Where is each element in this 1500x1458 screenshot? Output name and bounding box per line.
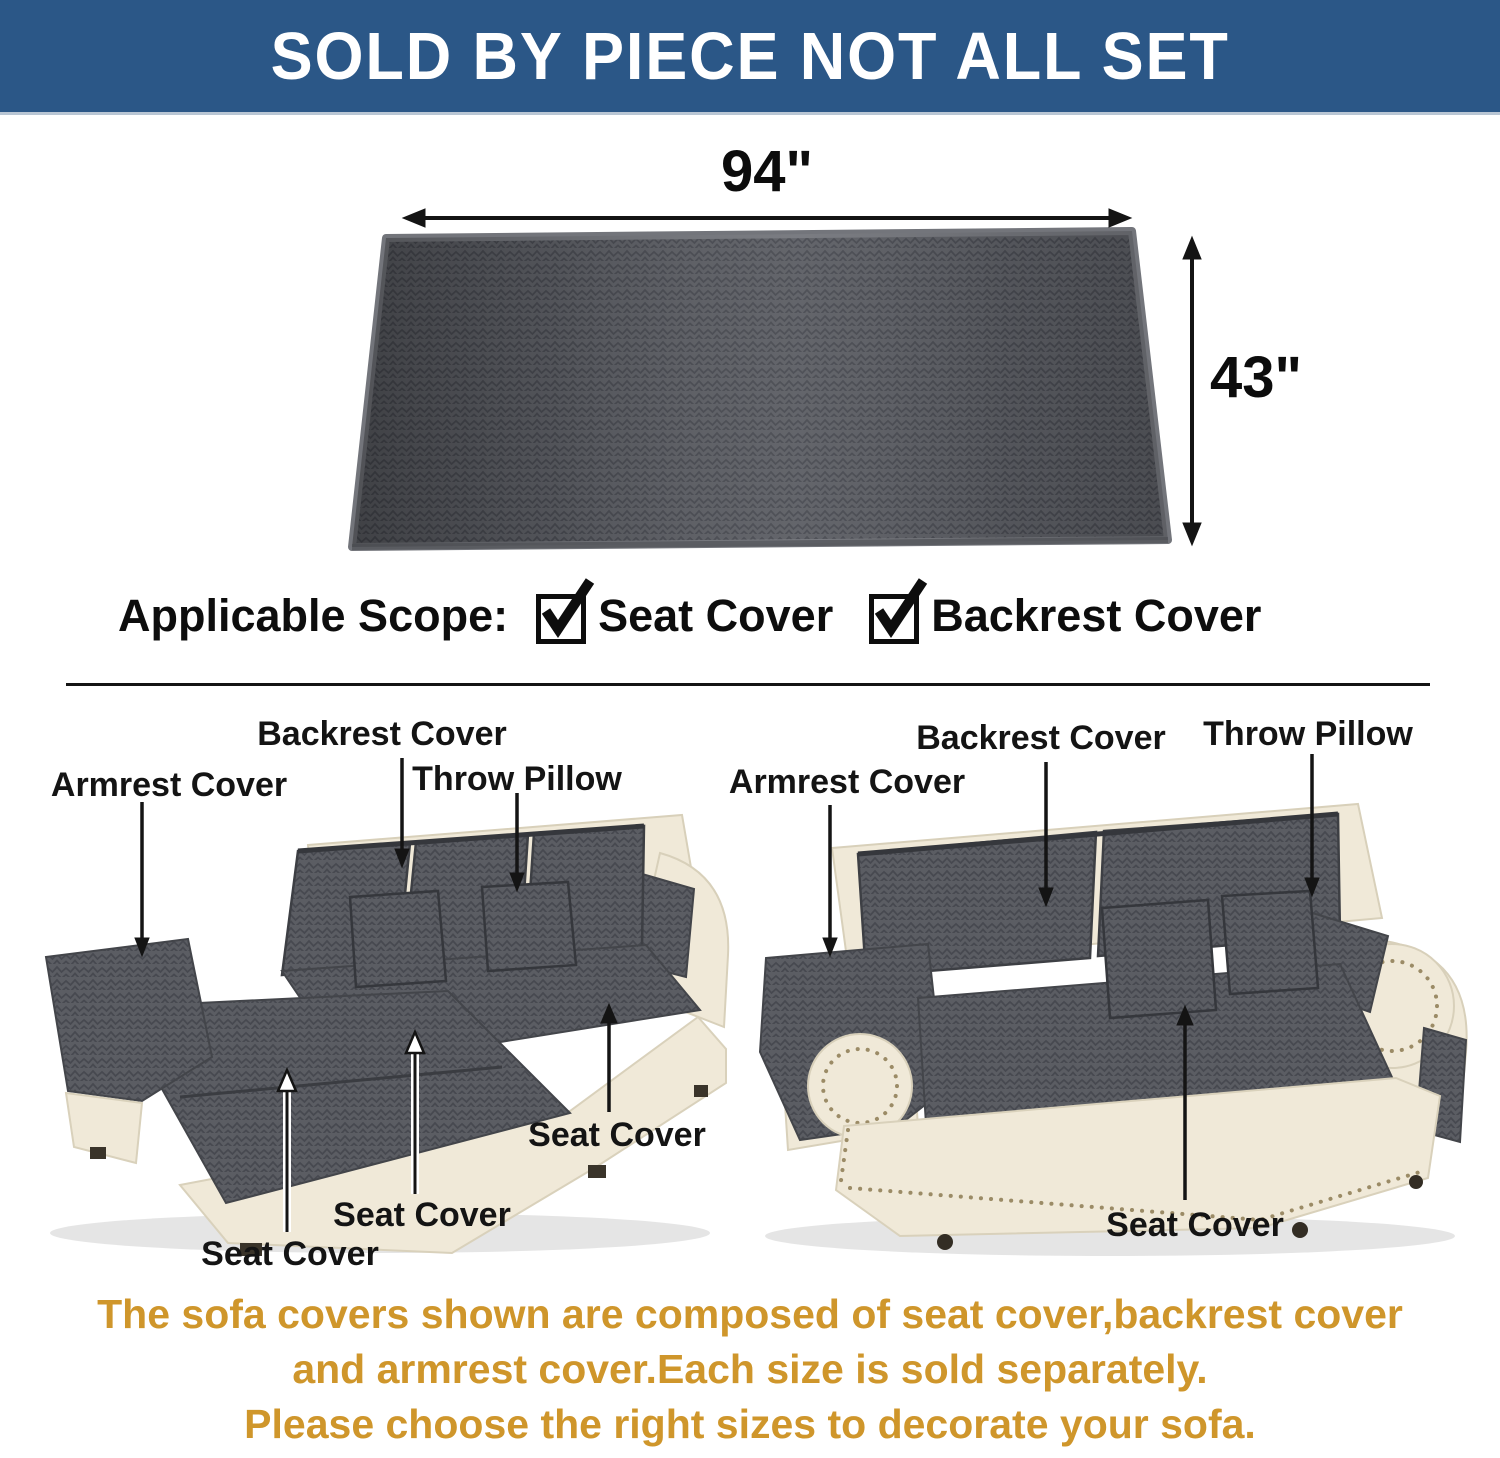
scope-option-backrest-cover: Backrest Cover [931, 590, 1262, 641]
footer-note [0, 1291, 1500, 1458]
checked-checkbox-icon [536, 594, 586, 644]
footer-line-3: Please choose the right sizes to decorate your sofa. [244, 1401, 1256, 1447]
footer-line-1: The sofa covers shown are composed of seat cover,backrest cover [97, 1291, 1403, 1337]
label-left-seat-cover-middle: Seat Cover [333, 1196, 511, 1234]
banner [0, 0, 1500, 115]
label-right-backrest-cover: Backrest Cover [916, 719, 1166, 757]
section-divider [66, 683, 1430, 686]
label-left-armrest-cover: Armrest Cover [50, 766, 288, 804]
footer-line-2: and armrest cover.Each size is sold separately. [292, 1346, 1208, 1392]
right-sofa-illustration [740, 790, 1480, 1262]
scope-option-seat-cover: Seat Cover [598, 590, 834, 641]
width-dimension-label: 94" [720, 139, 814, 204]
label-right-seat-cover: Seat Cover [1106, 1206, 1284, 1244]
applicable-scope-label: Applicable Scope: [118, 590, 509, 641]
checkmark-icon [869, 573, 929, 637]
checked-checkbox-icon [869, 594, 919, 644]
applicable-scope-row [118, 588, 1291, 644]
fabric-swatch-image [330, 222, 1190, 562]
label-right-armrest-cover: Armrest Cover [728, 763, 966, 801]
label-left-seat-cover-bottom: Seat Cover [201, 1235, 379, 1273]
label-left-seat-cover-right: Seat Cover [528, 1116, 706, 1154]
checkmark-icon [536, 573, 596, 637]
height-dimension-label: 43" [1210, 345, 1303, 410]
label-left-backrest-cover: Backrest Cover [257, 715, 507, 753]
label-left-throw-pillow: Throw Pillow [412, 760, 622, 798]
banner-text: SOLD BY PIECE NOT ALL SET [270, 18, 1230, 94]
left-sofa-illustration [30, 795, 730, 1260]
label-right-throw-pillow: Throw Pillow [1203, 715, 1413, 753]
